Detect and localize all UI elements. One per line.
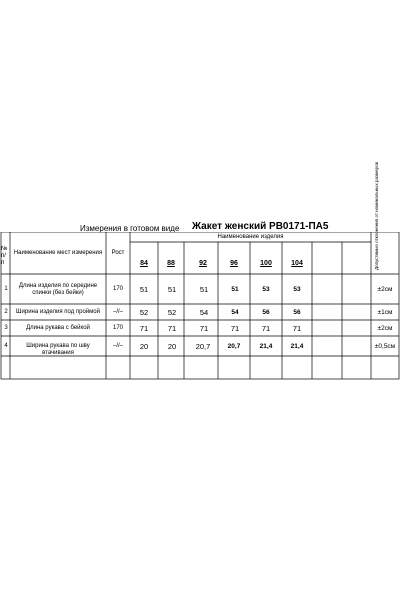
row-value: 54 [231, 309, 239, 316]
row-tolerance: ±2см [377, 286, 393, 293]
row-value: 20,7 [195, 342, 211, 351]
row-value: 71 [139, 324, 149, 333]
row-value: 71 [292, 324, 302, 333]
row-number: 2 [4, 309, 8, 315]
row-value: 51 [231, 286, 239, 293]
measurements-title: Измерения в готовом виде [80, 224, 180, 233]
row-value: 56 [262, 309, 270, 316]
row-growth: –//– [112, 343, 123, 349]
size-header: 104 [291, 260, 303, 267]
row-number: 4 [4, 343, 8, 349]
row-value: 54 [199, 308, 209, 317]
row-number: 3 [4, 325, 8, 331]
row-value: 52 [167, 308, 177, 317]
row-value: 71 [230, 324, 240, 333]
row-value: 21,4 [290, 343, 304, 350]
row-name: Ширина изделия под проймой [16, 309, 100, 315]
row-number: 1 [4, 286, 8, 292]
row-value: 51 [139, 285, 149, 294]
row-value: 20 [139, 342, 149, 351]
row-growth: 170 [112, 286, 123, 292]
row-name: Длина изделия по середине спинки (без бейки) [18, 283, 98, 296]
size-header: 84 [140, 260, 148, 267]
row-value: 52 [139, 308, 149, 317]
row-name: Длина рукава с бейкой [26, 325, 90, 331]
row-value: 71 [261, 324, 271, 333]
row-tolerance: ±0,5см [374, 343, 396, 350]
row-value: 51 [167, 285, 177, 294]
row-value: 71 [199, 324, 209, 333]
row-value: 20 [167, 342, 177, 351]
row-value: 51 [199, 285, 209, 294]
row-name: Ширина рукава по шву втачивания [26, 343, 90, 356]
size-header: 88 [167, 260, 175, 267]
row-tolerance: ±1см [377, 309, 393, 316]
col-tolerance-header: Допустимые отклонения от номинальных размеров [374, 162, 379, 270]
col-number-header: № п/ п [1, 246, 8, 266]
row-value: 53 [262, 286, 270, 293]
row-value: 56 [293, 309, 301, 316]
size-header: 92 [199, 260, 207, 267]
col-growth-header: Рост [111, 250, 125, 256]
row-tolerance: ±2см [377, 325, 393, 332]
row-value: 71 [167, 324, 177, 333]
row-value: 53 [293, 286, 301, 293]
size-header: 96 [230, 260, 238, 267]
col-name-header: Наименование мест измерения [13, 250, 103, 256]
row-growth: –//– [112, 309, 123, 315]
col-product-header: Наименование изделия [217, 234, 284, 240]
size-header: 100 [260, 260, 272, 267]
product-title: Жакет женский РВ0171-ПА5 [192, 221, 329, 232]
row-value: 21,4 [259, 343, 273, 350]
row-value: 20,7 [227, 343, 241, 350]
row-growth: 170 [112, 325, 123, 331]
